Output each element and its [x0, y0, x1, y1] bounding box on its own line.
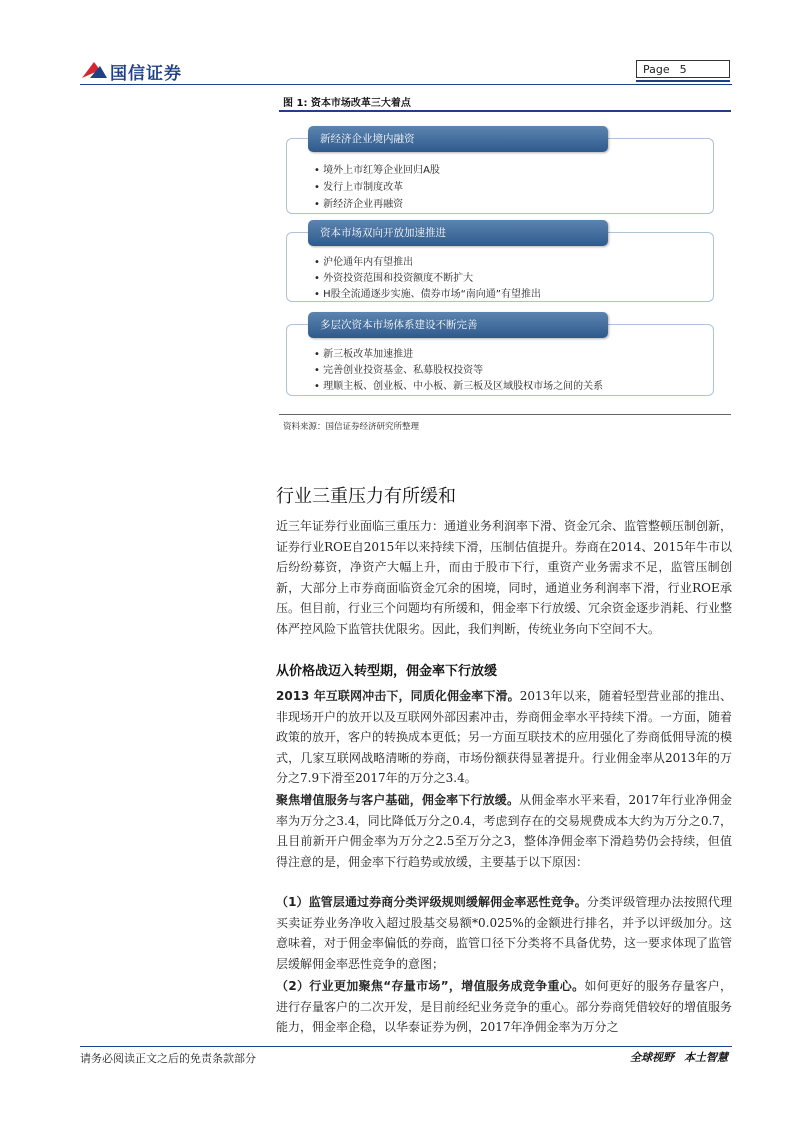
figure-panel-2-item: • 沪伦通年内有望推出	[314, 257, 414, 268]
header-divider	[80, 84, 732, 85]
paragraph-1-text: 2013年以来，随着轻型营业部的推出、非现场开户的放开以及互联网外部因素冲击，券商佣金率水平持续下滑。一方面，随着政策的放开，客户的转换成本更低；另一方面互联技术的应用强化了券商低佣导流的模式，几家互联网战略清晰的券商，市场份额获得显著提升。行业佣金率从2013年的万分之7.9下滑至2017年的万分之3.4。	[276, 689, 733, 785]
page-number: 5	[679, 63, 687, 76]
figure-bottom-rule	[279, 414, 731, 415]
paragraph-2-text: 从佣金率水平来看，2017年行业净佣金率为万分之3.4，同比降低万分之0.4，考虑到存在的交易规费成本大约为万分之0.7，且目前新开户佣金率为万分之2.5至万分之3，整体净佣金率下滑趋势仍会持续，但值得注意的是，佣金率下行趋势或放缓，主要基于以下原因：	[276, 793, 732, 869]
logo-text: 国信证券	[110, 64, 182, 84]
footer-slogan	[620, 1049, 728, 1065]
figure-panel-3-item: • 新三板改革加速推进	[314, 349, 414, 360]
footer-disclaimer: 请务必阅读正文之后的免责条款部分	[80, 1052, 256, 1065]
page-label: Page	[643, 63, 670, 76]
footer-slogan-2: 本土智慧	[684, 1051, 728, 1064]
figure-panel-1-item: • 境外上市红筹企业回归A股	[314, 165, 440, 176]
figure-source: 资料来源：国信证券经济研究所整理	[283, 422, 420, 432]
page-indicator	[636, 60, 730, 78]
paragraph-3	[276, 892, 732, 974]
footer-slogan-1: 全球视野	[630, 1051, 674, 1064]
section-title: 行业三重压力有所缓和	[276, 486, 456, 507]
figure-panel-2-item: • 外资投资范围和投资额度不断扩大	[314, 273, 474, 284]
paragraph-1	[276, 686, 732, 789]
figure-panel-2-item: • H股全流通逐步实施、债券市场“南向通”有望推出	[314, 289, 541, 300]
paragraph-4	[276, 976, 732, 1038]
figure-panel-1-item: • 新经济企业再融资	[314, 199, 404, 210]
figure-panel-3-item: • 完善创业投资基金、私募股权投资等	[314, 365, 484, 376]
subsection-title: 从价格战迈入转型期，佣金率下行放缓	[276, 664, 498, 679]
figure-title: 图 1: 资本市场改革三大着点	[283, 98, 411, 109]
paragraph-4-text: 如何更好的服务存量客户，进行存量客户的二次开发，是目前经纪业务竞争的重心。部分券商凭借较好的增值服务能力，佣金率企稳，以华泰证券为例，2017年净佣金率为万分之	[276, 979, 732, 1034]
paragraph-4-lead: （2）行业更加聚焦“存量市场”，增值服务成竞争重心。	[276, 979, 585, 993]
figure-panel-2-heading: 资本市场双向开放加速推进	[308, 220, 608, 246]
paragraph-3-lead: （1）监管层通过券商分类评级规则缓解佣金率恶性竞争。	[276, 895, 587, 909]
footer-divider	[80, 1046, 732, 1047]
paragraph-3-text: 分类评级管理办法按照代理买卖证券业务净收入超过股基交易额*0.025%的金额进行排名，并予以评级加分。这意味着，对于佣金率偏低的券商，监管口径下分类将不具备优势，这一要求体现了监管层缓解佣金率恶性竞争的意图；	[276, 895, 733, 971]
figure-top-rule	[279, 110, 731, 112]
figure-panel-3-item: • 理顺主板、创业板、中小板、新三板及区域股权市场之间的关系	[314, 381, 604, 392]
figure-panel-1-heading: 新经济企业境内融资	[308, 126, 608, 152]
paragraph-2-lead: 聚焦增值服务与客户基础，佣金率下行放缓。	[276, 793, 520, 807]
intro-paragraph: 近三年证券行业面临三重压力：通道业务利润率下滑、资金冗余、监管整顿压制创新，证券行业ROE自2015年以来持续下滑，压制估值提升。券商在2014、2015年牛市以后纷纷募资，净资产大幅上升，而由于股市下行，重资产业务需求不足，监管压制创新，大部分上市券商面临资金冗余的困境，同时，通道业务利润率下滑，行业ROE承压。但目前，行业三个问题均有所缓和，佣金率下行放缓、冗余资金逐步消耗、行业整体严控风险下监管扶优限劣。因此，我们判断，传统业务向下空间不大。	[276, 519, 733, 636]
logo-mark-icon	[80, 58, 108, 82]
figure-panel-3-heading: 多层次资本市场体系建设不断完善	[308, 312, 608, 338]
company-logo	[80, 56, 210, 86]
figure-panel-1-item: • 发行上市制度改革	[314, 182, 404, 193]
page-box-underline	[636, 80, 730, 82]
paragraph-2	[276, 790, 732, 872]
paragraph-1-lead: 2013 年互联网冲击下，同质化佣金率下滑。	[276, 689, 520, 703]
